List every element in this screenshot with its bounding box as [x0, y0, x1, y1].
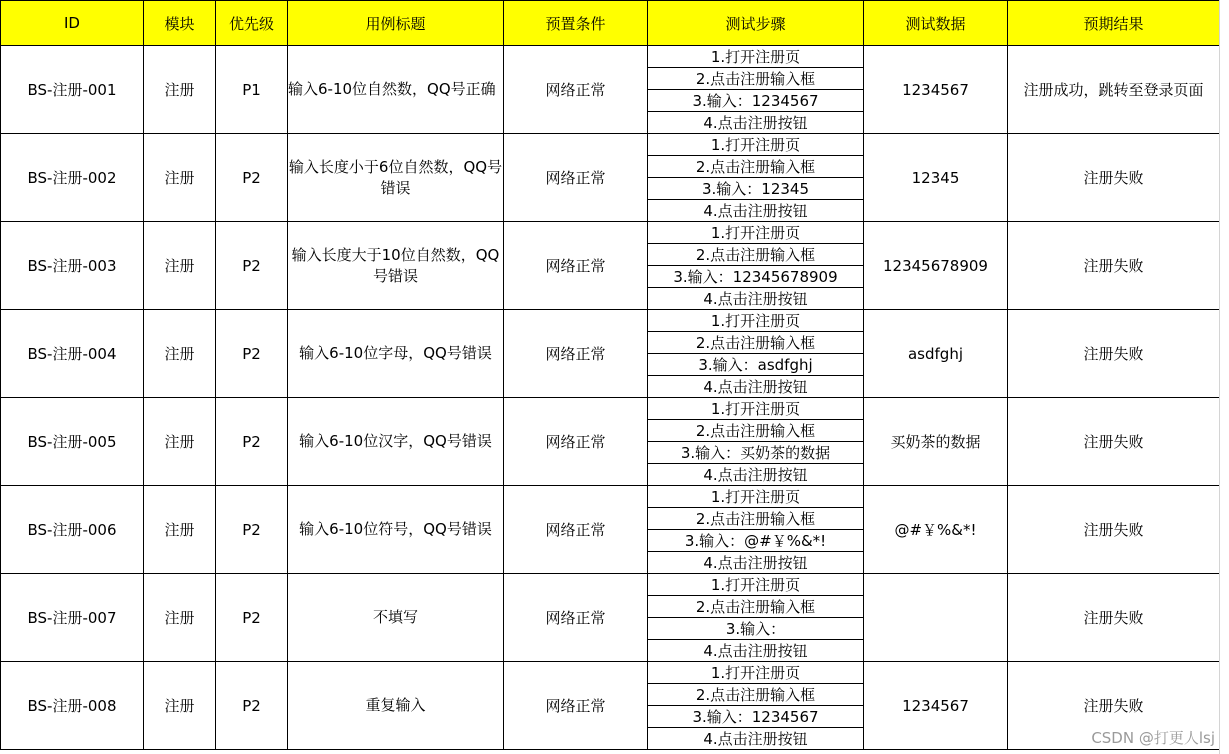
step-item[interactable]: 1.打开注册页 — [648, 222, 863, 244]
header-precondition[interactable]: 预置条件 — [504, 1, 648, 46]
cell-steps — [648, 310, 864, 398]
step-item[interactable]: 2.点击注册输入框 — [648, 244, 863, 266]
step-item[interactable]: 4.点击注册按钮 — [703, 290, 808, 308]
step-item[interactable]: 3.输入： — [648, 618, 863, 640]
step-item[interactable]: 2.点击注册输入框 — [648, 596, 863, 618]
step-item[interactable]: 3.输入：买奶茶的数据 — [648, 442, 863, 464]
header-title[interactable]: 用例标题 — [288, 1, 504, 46]
cell-priority[interactable]: P1 — [216, 46, 288, 134]
cell-id[interactable]: BS-注册-006 — [1, 486, 144, 574]
cell-id[interactable]: BS-注册-003 — [1, 222, 144, 310]
cell-expected[interactable]: 注册失败 — [1008, 486, 1220, 574]
step-item[interactable]: 2.点击注册输入框 — [648, 508, 863, 530]
cell-precondition[interactable]: 网络正常 — [504, 574, 648, 662]
cell-steps — [648, 662, 864, 750]
step-item[interactable]: 3.输入：12345678909 — [648, 266, 863, 288]
step-item[interactable]: 2.点击注册输入框 — [648, 156, 863, 178]
cell-precondition[interactable]: 网络正常 — [504, 222, 648, 310]
cell-precondition[interactable]: 网络正常 — [504, 46, 648, 134]
table-row — [1, 398, 1220, 486]
header-module[interactable]: 模块 — [144, 1, 216, 46]
header-expected[interactable]: 预期结果 — [1008, 1, 1220, 46]
step-item[interactable]: 3.输入：1234567 — [648, 706, 863, 728]
cell-module[interactable]: 注册 — [144, 310, 216, 398]
cell-test-data[interactable]: 1234567 — [864, 662, 1008, 750]
header-id[interactable]: ID — [1, 1, 144, 46]
cell-module[interactable]: 注册 — [144, 574, 216, 662]
cell-title[interactable]: 输入长度小于6位自然数，QQ号错误 — [288, 134, 504, 222]
sheet-gridline — [1219, 0, 1229, 754]
cell-module[interactable]: 注册 — [144, 398, 216, 486]
cell-module[interactable]: 注册 — [144, 662, 216, 750]
table-row — [1, 574, 1220, 662]
step-item[interactable]: 4.点击注册按钮 — [703, 202, 808, 220]
cell-priority[interactable]: P2 — [216, 310, 288, 398]
step-item[interactable]: 1.打开注册页 — [648, 134, 863, 156]
cell-id[interactable]: BS-注册-001 — [1, 46, 144, 134]
step-item[interactable]: 4.点击注册按钮 — [703, 730, 808, 748]
cell-id[interactable]: BS-注册-002 — [1, 134, 144, 222]
step-item[interactable]: 1.打开注册页 — [648, 46, 863, 68]
cell-test-data[interactable]: asdfghj — [864, 310, 1008, 398]
cell-precondition[interactable]: 网络正常 — [504, 662, 648, 750]
table-row — [1, 222, 1220, 310]
cell-test-data[interactable]: 12345 — [864, 134, 1008, 222]
step-item[interactable]: 1.打开注册页 — [648, 310, 863, 332]
step-item[interactable]: 4.点击注册按钮 — [703, 554, 808, 572]
cell-title[interactable]: 输入6-10位自然数，QQ号正确 — [288, 46, 504, 134]
header-test-data[interactable]: 测试数据 — [864, 1, 1008, 46]
cell-steps — [648, 222, 864, 310]
table-row — [1, 134, 1220, 222]
cell-module[interactable]: 注册 — [144, 134, 216, 222]
step-item[interactable]: 3.输入：@#￥%&*! — [648, 530, 863, 552]
step-item[interactable]: 3.输入：asdfghj — [648, 354, 863, 376]
step-item[interactable]: 2.点击注册输入框 — [648, 420, 863, 442]
step-item[interactable]: 3.输入：12345 — [648, 178, 863, 200]
cell-steps — [648, 398, 864, 486]
header-row — [1, 1, 1220, 46]
cell-expected[interactable]: 注册失败 — [1008, 662, 1220, 750]
step-item[interactable]: 4.点击注册按钮 — [703, 114, 808, 132]
table-row — [1, 486, 1220, 574]
step-item[interactable]: 1.打开注册页 — [648, 398, 863, 420]
cell-precondition[interactable]: 网络正常 — [504, 134, 648, 222]
step-item[interactable]: 2.点击注册输入框 — [648, 332, 863, 354]
step-item[interactable]: 1.打开注册页 — [648, 662, 863, 684]
header-priority[interactable]: 优先级 — [216, 1, 288, 46]
cell-test-data[interactable]: 12345678909 — [864, 222, 1008, 310]
cell-id[interactable]: BS-注册-005 — [1, 398, 144, 486]
cell-precondition[interactable]: 网络正常 — [504, 398, 648, 486]
table-row — [1, 310, 1220, 398]
cell-test-data[interactable] — [864, 574, 1008, 662]
step-item[interactable]: 1.打开注册页 — [648, 574, 863, 596]
cell-module[interactable]: 注册 — [144, 46, 216, 134]
cell-expected[interactable]: 注册失败 — [1008, 574, 1220, 662]
cell-title[interactable]: 输入长度大于10位自然数，QQ号错误 — [288, 222, 504, 310]
cell-test-data[interactable]: 1234567 — [864, 46, 1008, 134]
cell-test-data[interactable]: @#￥%&*! — [864, 486, 1008, 574]
step-item[interactable]: 4.点击注册按钮 — [703, 378, 808, 396]
cell-expected[interactable]: 注册失败 — [1008, 310, 1220, 398]
cell-id[interactable]: BS-注册-008 — [1, 662, 144, 750]
cell-steps — [648, 574, 864, 662]
cell-steps — [648, 486, 864, 574]
cell-steps — [648, 46, 864, 134]
cell-priority[interactable]: P2 — [216, 134, 288, 222]
cell-priority[interactable]: P2 — [216, 486, 288, 574]
cell-priority[interactable]: P2 — [216, 662, 288, 750]
cell-id[interactable]: BS-注册-004 — [1, 310, 144, 398]
cell-title[interactable]: 输入6-10位字母，QQ号错误 — [288, 310, 504, 398]
cell-steps — [648, 134, 864, 222]
cell-id[interactable]: BS-注册-007 — [1, 574, 144, 662]
step-item[interactable]: 1.打开注册页 — [648, 486, 863, 508]
header-steps[interactable]: 测试步骤 — [648, 1, 864, 46]
cell-title[interactable]: 输入6-10位汉字，QQ号错误 — [288, 398, 504, 486]
cell-module[interactable]: 注册 — [144, 486, 216, 574]
cell-expected[interactable]: 注册失败 — [1008, 398, 1220, 486]
table-row — [1, 46, 1220, 134]
cell-expected[interactable]: 注册成功，跳转至登录页面 — [1008, 46, 1220, 134]
cell-title[interactable]: 重复输入 — [288, 662, 504, 750]
cell-title[interactable]: 输入6-10位符号，QQ号错误 — [288, 486, 504, 574]
cell-priority[interactable]: P2 — [216, 398, 288, 486]
watermark: CSDN @打更人lsj — [1091, 729, 1215, 747]
step-item[interactable]: 3.输入：1234567 — [648, 90, 863, 112]
step-item[interactable]: 2.点击注册输入框 — [648, 684, 863, 706]
cell-expected[interactable]: 注册失败 — [1008, 134, 1220, 222]
table-row — [1, 662, 1220, 750]
cell-priority[interactable]: P2 — [216, 574, 288, 662]
step-item[interactable]: 4.点击注册按钮 — [703, 466, 808, 484]
cell-test-data[interactable]: 买奶茶的数据 — [864, 398, 1008, 486]
step-item[interactable]: 4.点击注册按钮 — [703, 642, 808, 660]
cell-precondition[interactable]: 网络正常 — [504, 486, 648, 574]
cell-title[interactable]: 不填写 — [288, 574, 504, 662]
cell-precondition[interactable]: 网络正常 — [504, 310, 648, 398]
cell-module[interactable]: 注册 — [144, 222, 216, 310]
step-item[interactable]: 2.点击注册输入框 — [648, 68, 863, 90]
cell-priority[interactable]: P2 — [216, 222, 288, 310]
cell-expected[interactable]: 注册失败 — [1008, 222, 1220, 310]
